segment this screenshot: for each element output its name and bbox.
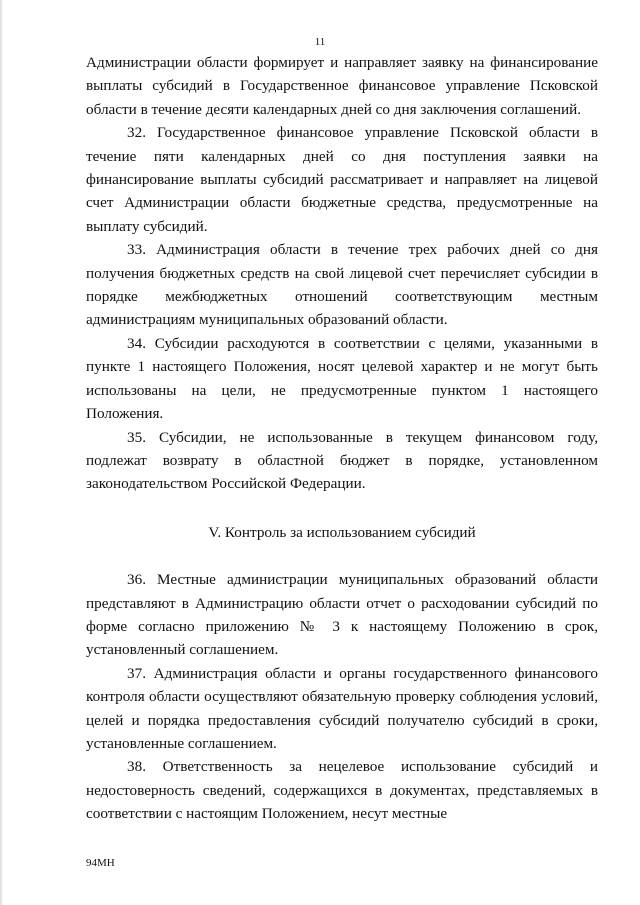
- paragraph: 35. Субсидии, не использованные в текущем финансовом году, подлежат возврату в областной бюджет в порядке, установленном законодательством Российской Федерации.: [86, 428, 598, 493]
- footer-document-code: 94МН: [86, 857, 115, 869]
- paragraph: Администрации области формирует и направляет заявку на финансирование выплаты субсидий в Государственное финансовое управление Псковской области в течение десяти календарных дней со дня заключения соглашений.: [86, 54, 598, 118]
- paragraph: 33. Администрация области в течение трех рабочих дней со дня получения бюджетных средств на свой лицевой счет перечисляет субсидии в порядке межбюджетных отношений соответствующим местным администрациям муниципальных образований области.: [86, 241, 598, 329]
- section-heading: V. Контроль за использованием субсидий: [208, 523, 476, 541]
- scan-edge-shadow: [0, 0, 3, 905]
- paragraph: 37. Администрация области и органы государственного финансового контроля области осуществляют обязательную проверку соблюдения условий, целей и порядка предоставления субсидий получателю субсидий в сроки, установленные соглашением.: [86, 664, 598, 752]
- paragraph-group-after-heading: [86, 568, 598, 825]
- page-number: 11: [314, 36, 326, 48]
- paragraph: 36. Местные администрации муниципальных образований области представляют в Администрацию области отчет о расходовании субсидий по форме согласно приложению № 3 к настоящему Положению в срок, установленный соглашением.: [86, 571, 598, 659]
- document-body: [86, 51, 598, 826]
- paragraph: 34. Субсидии расходуются в соответствии с целями, указанными в пункте 1 настоящего Положения, носят целевой характер и не могут быть использованы на цели, не предусмотренные пунктом 1 настоящего Положения.: [86, 334, 598, 423]
- paragraph: 32. Государственное финансовое управление Псковской области в течение пяти календарных дней со дня поступления заявки на финансирование выплаты субсидий рассматривает и направляет на лицевой счет Администрации области бюджетные средства, предусмотренные на выплату субсидий.: [86, 124, 598, 235]
- paragraph: 38. Ответственность за нецелевое использование субсидий и недостоверность сведений, содержащихся в документах, представляемых в соответствии с настоящим Положением, несут местные: [86, 758, 598, 823]
- paragraph-group-before-heading: [86, 51, 598, 496]
